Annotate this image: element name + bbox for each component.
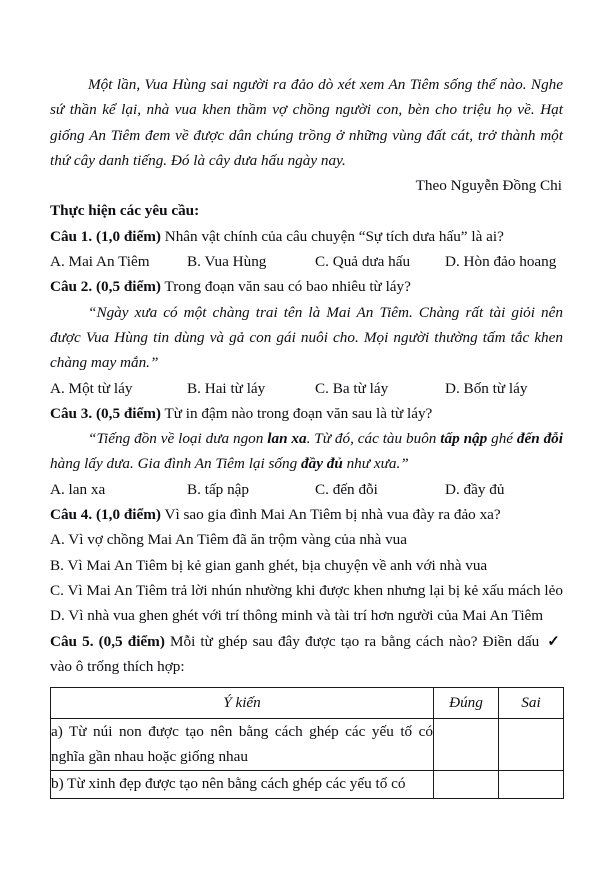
table-row — [51, 770, 564, 798]
checkbox-cell-sai-b[interactable] — [499, 770, 564, 798]
question-2-option-d[interactable]: D. Bốn từ láy — [445, 379, 528, 397]
question-1-option-d[interactable]: D. Hòn đảo hoang — [445, 253, 557, 271]
question-5-label: Câu 5. (0,5 điểm) — [50, 632, 165, 650]
checkbox-cell-dung-a[interactable] — [434, 719, 499, 771]
reading-passage: Một lần, Vua Hùng sai người ra đảo dò xét xem An Tiêm sống thế nào. Nghe sứ thần kể lại, nhà vua khen thầm vợ chồng người con, bèn cho triệu họ về. Hạt giống An Tiêm đem về được dân chúng trồng ở những vùng đất cát, trở thành một thứ cây danh tiếng. Đó là cây dưa hấu ngày nay. — [50, 76, 563, 169]
question-2-option-a[interactable]: A. Một từ láy — [50, 379, 133, 397]
question-1-option-b[interactable]: B. Vua Hùng — [187, 253, 267, 271]
question-3-option-b[interactable]: B. tấp nập — [187, 480, 250, 498]
quote-segment-5: như xưa.” — [342, 455, 409, 473]
instruction-heading: Thực hiện các yêu cầu: — [50, 202, 200, 220]
question-2-option-c[interactable]: C. Ba từ láy — [315, 379, 389, 397]
question-3-label: Câu 3. (0,5 điểm) — [50, 404, 161, 422]
question-2-quote: “Ngày xưa có một chàng trai tên là Mai An Tiêm. Chàng rất tài giỏi nên được Vua Hùng tin dùng và gả con gái nuôi cho. Mọi người thường tấm tắc khen chàng may mắn.” — [50, 303, 563, 372]
checkbox-cell-dung-b[interactable] — [434, 770, 499, 798]
question-3-quote — [50, 426, 563, 477]
question-3-text: Từ in đậm nào trong đoạn văn sau là từ láy? — [160, 404, 433, 422]
question-3-options — [50, 477, 563, 502]
question-2-option-b[interactable]: B. Hai từ láy — [187, 379, 266, 397]
question-4-option-b[interactable]: B. Vì Mai An Tiêm bị kẻ gian ganh ghét, bịa chuyện về anh với nhà vua — [50, 556, 488, 574]
quote-emphasis-day-du: đầy đủ — [301, 455, 343, 473]
question-1-option-c[interactable]: C. Quả dưa hấu — [315, 253, 411, 271]
question-5-text-after: vào ô trống thích hợp: — [50, 657, 185, 675]
column-header-sai: Sai — [499, 688, 564, 719]
column-header-dung: Đúng — [434, 688, 499, 719]
question-3-option-a[interactable]: A. lan xa — [50, 480, 106, 498]
question-2-label: Câu 2. (0,5 điểm) — [50, 278, 161, 296]
question-1-prompt — [50, 224, 563, 249]
checkbox-cell-sai-a[interactable] — [499, 719, 564, 771]
table-header-row — [51, 688, 564, 719]
checkmark-icon: ✓ — [547, 632, 561, 650]
opinion-text-b: b) Từ xinh đẹp được tạo nên bằng cách ghép các yếu tố có — [51, 770, 434, 798]
question-1-text: Nhân vật chính của câu chuyện “Sự tích dưa hấu” là ai? — [160, 227, 504, 245]
quote-emphasis-tap-nap: tấp nập — [440, 430, 488, 448]
question-5-text-before: Mỗi từ ghép sau đây được tạo ra bằng cách nào? Điền dấu — [164, 632, 545, 650]
question-2-text: Trong đoạn văn sau có bao nhiêu từ láy? — [160, 278, 411, 296]
question-3-option-d[interactable]: D. đầy đủ — [445, 480, 505, 498]
question-1-label: Câu 1. (1,0 điểm) — [50, 227, 161, 245]
opinion-table — [50, 687, 564, 799]
opinion-text-a: a) Từ núi non được tạo nên bằng cách ghép các yếu tố có nghĩa gần nhau hoặc giống nhau — [51, 719, 434, 771]
document-content — [50, 72, 563, 799]
quote-emphasis-den-doi: đến đỗi — [516, 430, 563, 448]
question-5-prompt — [50, 629, 563, 680]
question-1-option-a[interactable]: A. Mai An Tiêm — [50, 253, 150, 271]
question-2-options — [50, 376, 563, 401]
quote-emphasis-lan-xa: lan xa — [267, 430, 307, 448]
table-row — [51, 719, 564, 771]
question-4-prompt — [50, 502, 563, 527]
quote-segment-1: “Tiếng đồn về loại dưa ngon — [88, 430, 268, 448]
quote-segment-2: . Từ đó, các tàu buôn — [306, 430, 441, 448]
question-3-option-c[interactable]: C. đến đỗi — [315, 480, 378, 498]
quote-segment-4: hàng lấy dưa. Gia đình An Tiêm lại sống — [50, 455, 302, 473]
question-3-prompt — [50, 401, 563, 426]
question-4-text: Vì sao gia đình Mai An Tiêm bị nhà vua đày ra đảo xa? — [160, 506, 501, 524]
question-2-prompt — [50, 274, 563, 299]
column-header-opinion: Ý kiến — [51, 688, 434, 719]
question-4-option-c[interactable]: C. Vì Mai An Tiêm trả lời nhún nhường khi được khen nhưng lại bị kẻ xấu mách lẻo — [50, 581, 563, 599]
question-4-option-d[interactable]: D. Vì nhà vua ghen ghét với trí thông minh và tài trí hơn người của Mai An Tiêm — [50, 607, 544, 625]
question-4-label: Câu 4. (1,0 điểm) — [50, 506, 161, 524]
question-1-options — [50, 249, 563, 274]
passage-attribution: Theo Nguyễn Đồng Chi — [415, 177, 562, 195]
quote-segment-3: ghé — [487, 430, 517, 448]
question-4-option-a[interactable]: A. Vì vợ chồng Mai An Tiêm đã ăn trộm vàng của nhà vua — [50, 531, 408, 549]
